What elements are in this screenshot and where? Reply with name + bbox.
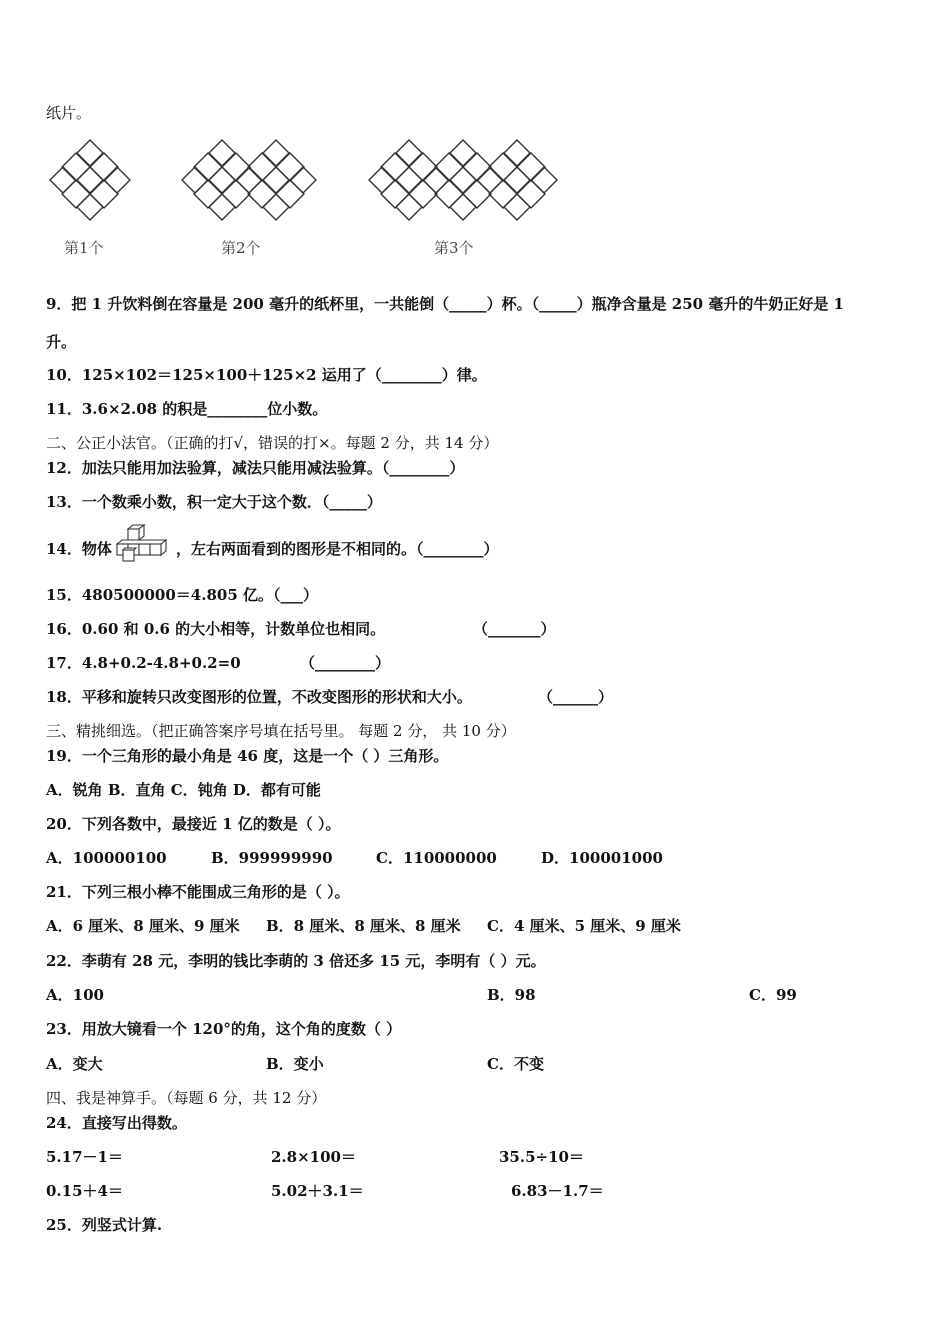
question-23: 23．用放大镜看一个 120°的角，这个角的度数（ ）: [46, 1020, 402, 1038]
question-16: 16．0.60 和 0.6 的大小相等，计数单位也相同。: [46, 620, 386, 638]
header-text: 纸片。: [46, 104, 92, 122]
question-15: 15．480500000＝4.805 亿。（___）: [46, 586, 319, 604]
question-24: 24．直接写出得数。: [46, 1114, 187, 1132]
section-4-heading: 四、我是神算手。（每题 6 分，共 12 分）: [46, 1089, 327, 1107]
pattern-1: [50, 140, 130, 220]
question-11: 11．3.6×2.08 的积是________位小数。: [46, 400, 328, 418]
pattern-3: [369, 140, 557, 220]
question-23-option-c: C．不变: [487, 1055, 544, 1073]
question-22: 22．李萌有 28 元，李明的钱比李萌的 3 倍还多 15 元，李明有（ ）元。: [46, 952, 546, 970]
question-20-option-a: A．100000100: [46, 849, 167, 867]
question-9-line-2: 升。: [46, 333, 77, 351]
question-12: 12．加法只能用加法验算，减法只能用减法验算。（________）: [46, 459, 465, 477]
question-21-option-b: B．8 厘米、8 厘米、8 厘米: [266, 917, 461, 935]
pattern-2: [182, 140, 316, 220]
question-21: 21．下列三根小棒不能围成三角形的是（ ）。: [46, 883, 350, 901]
section-3-heading: 三、精挑细选。（把正确答案序号填在括号里。 每题 2 分， 共 10 分）: [46, 722, 516, 740]
question-21-option-a: A．6 厘米、8 厘米、9 厘米: [46, 917, 240, 935]
question-16-blank: （_______）: [473, 620, 556, 638]
diamond-pattern-figure: [40, 132, 570, 232]
question-19: 19．一个三角形的最小角是 46 度，这是一个（ ）三角形。: [46, 747, 449, 765]
question-13: 13．一个数乘小数，积一定大于这个数．（_____）: [46, 493, 382, 511]
question-17: 17．4.8+0.2-4.8+0.2=0: [46, 654, 241, 672]
calc-2-3: 6.83－1.7＝: [511, 1182, 604, 1200]
question-23-option-b: B．变小: [266, 1055, 324, 1073]
question-14-prefix: 14．物体: [46, 540, 112, 558]
question-22-option-c: C．99: [749, 986, 797, 1004]
question-20-option-c: C．110000000: [376, 849, 497, 867]
question-21-option-c: C．4 厘米、5 厘米、9 厘米: [487, 917, 681, 935]
question-18-blank: （______）: [538, 688, 614, 706]
question-18: 18．平移和旋转只改变图形的位置，不改变图形的形状和大小。: [46, 688, 472, 706]
question-25: 25．列竖式计算.: [46, 1216, 163, 1234]
figure-caption-2: 第2个: [221, 239, 261, 257]
figure-caption-3: 第3个: [434, 239, 474, 257]
section-2-heading: 二、公正小法官。（正确的打√，错误的打×。每题 2 分，共 14 分）: [46, 434, 499, 452]
question-19-options: A．锐角 B．直角 C．钝角 D．都有可能: [46, 781, 321, 799]
calc-2-2: 5.02＋3.1＝: [271, 1182, 364, 1200]
question-10: 10．125×102＝125×100＋125×2 运用了（________）律。: [46, 366, 487, 384]
question-23-option-a: A．变大: [46, 1055, 103, 1073]
calc-1-1: 5.17－1＝: [46, 1148, 123, 1166]
question-9-line-1: 9．把 1 升饮料倒在容量是 200 毫升的纸杯里，一共能倒（_____）杯。（_____）瓶净含量是 250 毫升的牛奶正好是 1: [46, 295, 844, 313]
question-22-option-b: B．98: [487, 986, 536, 1004]
question-14-suffix: ，左右两面看到的图形是不相同的。（________）: [176, 540, 499, 558]
question-20-option-b: B．999999990: [211, 849, 333, 867]
question-17-blank: （________）: [300, 654, 391, 672]
question-20-option-d: D．100001000: [541, 849, 663, 867]
calc-1-2: 2.8×100＝: [271, 1148, 356, 1166]
calc-1-3: 35.5÷10＝: [499, 1148, 584, 1166]
cube-object-icon: [111, 523, 177, 567]
question-22-option-a: A．100: [46, 986, 104, 1004]
question-20: 20．下列各数中，最接近 1 亿的数是（ ）。: [46, 815, 341, 833]
figure-caption-1: 第1个: [64, 239, 104, 257]
calc-2-1: 0.15＋4＝: [46, 1182, 123, 1200]
